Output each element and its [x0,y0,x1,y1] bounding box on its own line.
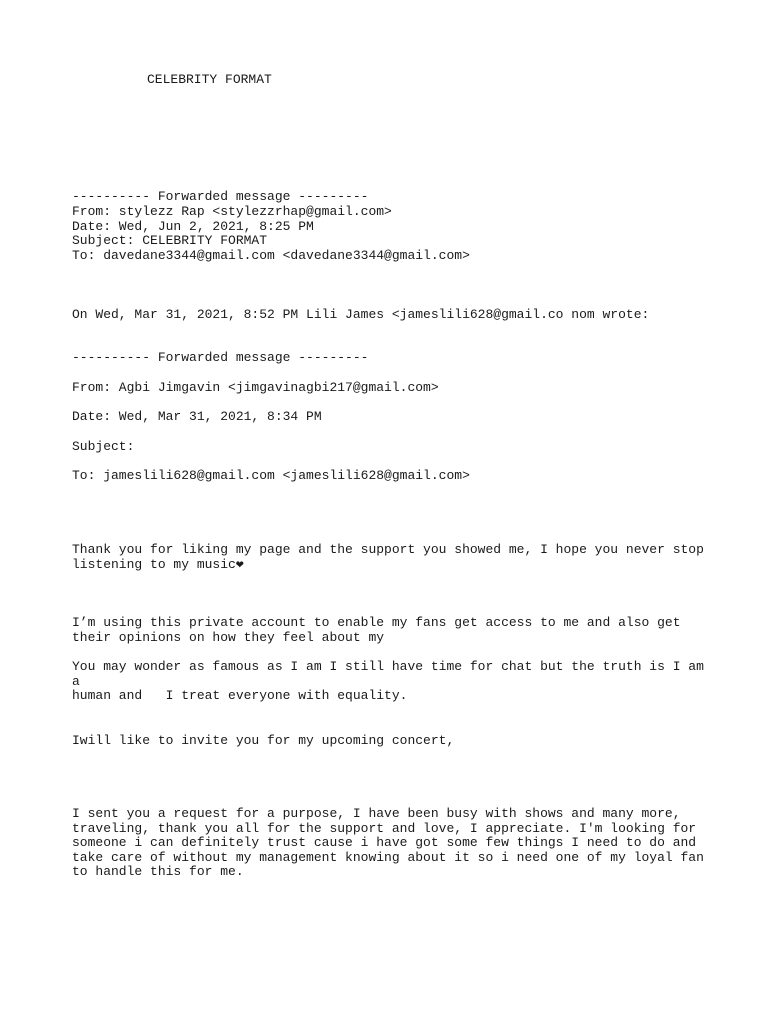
to-line: To: davedane3344@gmail.com <davedane3344@gmail.com> [72,248,470,263]
forward-separator: ---------- Forwarded message --------- [72,350,369,365]
body-paragraph: I’m using this private account to enable my fans get access to me and also get their opinions on how they feel about my [72,615,681,645]
body-paragraph: You may wonder as famous as I am I still have time for chat but the truth is I am a human and I treat everyone with equality. [72,659,704,704]
subject-line: Subject: CELEBRITY FORMAT [72,233,268,248]
body-paragraph: I sent you a request for a purpose, I have been busy with shows and many more, traveling, thank you all for the support and love, I appreciate. I'm looking for someone i can definitely trust cause i have got some few things I need to do and take care of without my management knowing about it so i need one of my loyal fan to handle this for me. [72,806,704,880]
to-line: To: jameslili628@gmail.com <jameslili628@gmail.com> [72,468,470,483]
body-paragraph: Iwill like to invite you for my upcoming concert, [72,733,455,748]
date-line: Date: Wed, Mar 31, 2021, 8:34 PM [72,409,322,424]
on-wrote-line: On Wed, Mar 31, 2021, 8:52 PM Lili James <jameslili628@gmail.co nom wrote: [72,307,650,322]
from-line: From: Agbi Jimgavin <jimgavinagbi217@gmail.com> [72,380,439,395]
body-paragraph: Thank you for liking my page and the support you showed me, I hope you never stop listening to my music❤ [72,542,704,572]
document-title: CELEBRITY FORMAT [147,72,272,87]
date-line: Date: Wed, Jun 2, 2021, 8:25 PM [72,219,314,234]
forward-separator: ---------- Forwarded message --------- [72,189,369,204]
from-line: From: stylezz Rap <stylezzrhap@gmail.com> [72,204,392,219]
subject-line: Subject: [72,439,135,454]
